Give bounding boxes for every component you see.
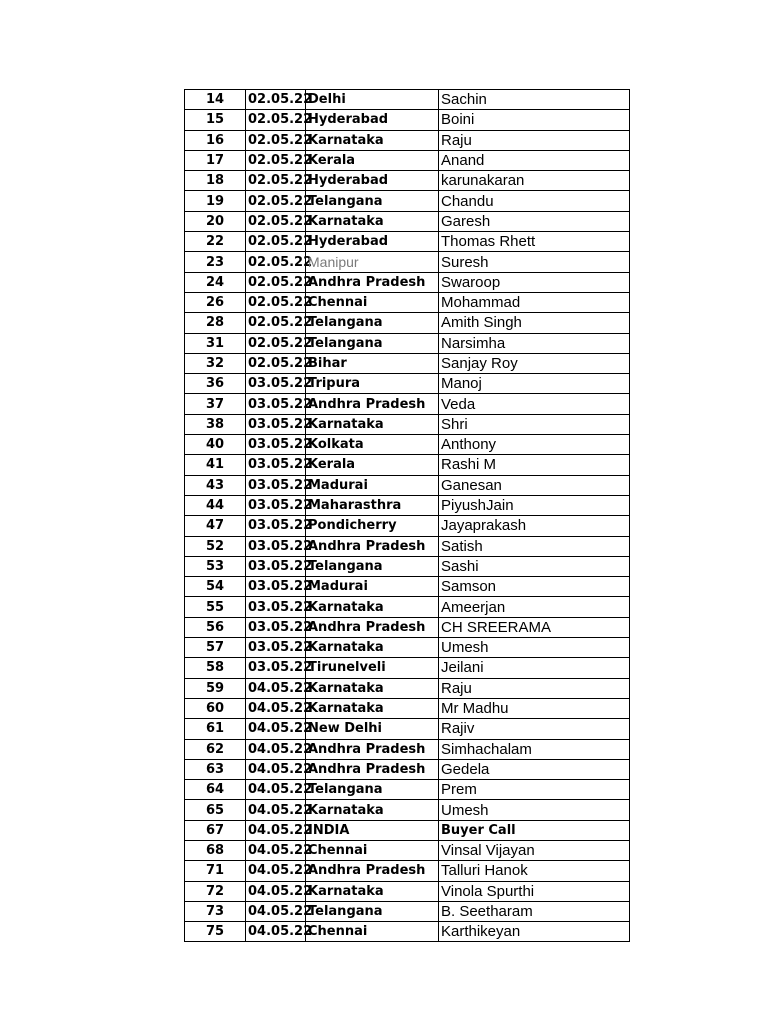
table-row (185, 171, 630, 191)
row-number-cell: 40 (185, 435, 246, 455)
row-number-cell: 15 (185, 110, 246, 130)
name-cell: Ameerjan (439, 597, 630, 617)
date-cell: 02.05.22 (246, 130, 306, 150)
name-cell: Talluri Hanok (439, 861, 630, 881)
table-row (185, 394, 630, 414)
name-cell: Ganesan (439, 475, 630, 495)
date-cell: 02.05.22 (246, 292, 306, 312)
name-cell: Sachin (439, 90, 630, 110)
name-cell: Jayaprakash (439, 516, 630, 536)
name-cell: Raju (439, 678, 630, 698)
name-cell: Narsimha (439, 333, 630, 353)
location-cell: New Delhi (306, 719, 439, 739)
location-cell: Karnataka (306, 698, 439, 718)
table-row (185, 800, 630, 820)
date-cell: 03.05.22 (246, 597, 306, 617)
date-cell: 03.05.22 (246, 414, 306, 434)
location-cell: Chennai (306, 292, 439, 312)
date-cell: 04.05.22 (246, 800, 306, 820)
location-cell: Karnataka (306, 800, 439, 820)
date-cell: 02.05.22 (246, 110, 306, 130)
location-cell: Telangana (306, 556, 439, 576)
row-number-cell: 59 (185, 678, 246, 698)
name-cell: Chandu (439, 191, 630, 211)
row-number-cell: 26 (185, 292, 246, 312)
row-number-cell: 20 (185, 211, 246, 231)
date-cell: 04.05.22 (246, 840, 306, 860)
name-cell: Rashi M (439, 455, 630, 475)
date-cell: 02.05.22 (246, 353, 306, 373)
date-cell: 03.05.22 (246, 435, 306, 455)
date-cell: 02.05.22 (246, 313, 306, 333)
location-cell: Chennai (306, 922, 439, 942)
location-cell: INDIA (306, 820, 439, 840)
table-row (185, 719, 630, 739)
name-cell: karunakaran (439, 171, 630, 191)
row-number-cell: 16 (185, 130, 246, 150)
name-cell: Vinola Spurthi (439, 881, 630, 901)
table-row (185, 759, 630, 779)
row-number-cell: 61 (185, 719, 246, 739)
date-cell: 02.05.22 (246, 232, 306, 252)
table-row (185, 374, 630, 394)
location-cell: Andhra Pradesh (306, 759, 439, 779)
date-cell: 04.05.22 (246, 820, 306, 840)
name-cell: Garesh (439, 211, 630, 231)
table-row (185, 110, 630, 130)
row-number-cell: 24 (185, 272, 246, 292)
row-number-cell: 18 (185, 171, 246, 191)
location-cell: Karnataka (306, 211, 439, 231)
date-cell: 04.05.22 (246, 719, 306, 739)
date-cell: 02.05.22 (246, 272, 306, 292)
table-row (185, 455, 630, 475)
name-cell: Mohammad (439, 292, 630, 312)
date-cell: 04.05.22 (246, 698, 306, 718)
row-number-cell: 41 (185, 455, 246, 475)
row-number-cell: 28 (185, 313, 246, 333)
table-row (185, 861, 630, 881)
date-cell: 04.05.22 (246, 759, 306, 779)
table-row (185, 840, 630, 860)
table-row (185, 272, 630, 292)
location-cell: Bihar (306, 353, 439, 373)
row-number-cell: 23 (185, 252, 246, 272)
row-number-cell: 65 (185, 800, 246, 820)
name-cell: Prem (439, 780, 630, 800)
date-cell: 03.05.22 (246, 455, 306, 475)
name-cell: Simhachalam (439, 739, 630, 759)
row-number-cell: 43 (185, 475, 246, 495)
location-cell: Karnataka (306, 414, 439, 434)
row-number-cell: 63 (185, 759, 246, 779)
row-number-cell: 56 (185, 617, 246, 637)
location-cell: Hyderabad (306, 110, 439, 130)
name-cell: Boini (439, 110, 630, 130)
location-cell: Tirunelveli (306, 658, 439, 678)
location-cell: Telangana (306, 313, 439, 333)
table-row (185, 922, 630, 942)
table-row (185, 698, 630, 718)
name-cell: Vinsal Vijayan (439, 840, 630, 860)
name-cell: Anand (439, 150, 630, 170)
table-row (185, 333, 630, 353)
location-cell: Andhra Pradesh (306, 861, 439, 881)
name-cell: Buyer Call (439, 820, 630, 840)
row-number-cell: 67 (185, 820, 246, 840)
name-cell: Umesh (439, 800, 630, 820)
row-number-cell: 72 (185, 881, 246, 901)
location-cell: Chennai (306, 840, 439, 860)
row-number-cell: 38 (185, 414, 246, 434)
name-cell: Veda (439, 394, 630, 414)
row-number-cell: 22 (185, 232, 246, 252)
date-cell: 04.05.22 (246, 861, 306, 881)
row-number-cell: 55 (185, 597, 246, 617)
row-number-cell: 54 (185, 577, 246, 597)
name-cell: Sashi (439, 556, 630, 576)
location-cell: Karnataka (306, 597, 439, 617)
location-cell: Andhra Pradesh (306, 739, 439, 759)
location-cell: Hyderabad (306, 171, 439, 191)
date-cell: 03.05.22 (246, 475, 306, 495)
row-number-cell: 36 (185, 374, 246, 394)
date-cell: 03.05.22 (246, 516, 306, 536)
date-cell: 04.05.22 (246, 881, 306, 901)
row-number-cell: 68 (185, 840, 246, 860)
table-row (185, 658, 630, 678)
name-cell: Anthony (439, 435, 630, 455)
name-cell: Mr Madhu (439, 698, 630, 718)
table-row (185, 191, 630, 211)
row-number-cell: 44 (185, 495, 246, 515)
name-cell: Rajiv (439, 719, 630, 739)
table-row (185, 475, 630, 495)
location-cell: Madurai (306, 475, 439, 495)
date-cell: 04.05.22 (246, 780, 306, 800)
table-row (185, 556, 630, 576)
table-row (185, 739, 630, 759)
table-row (185, 353, 630, 373)
location-cell: Maharasthra (306, 495, 439, 515)
row-number-cell: 58 (185, 658, 246, 678)
row-number-cell: 31 (185, 333, 246, 353)
date-cell: 02.05.22 (246, 252, 306, 272)
date-cell: 03.05.22 (246, 394, 306, 414)
table-row (185, 495, 630, 515)
location-cell: Manipur (306, 252, 439, 272)
table-row (185, 150, 630, 170)
row-number-cell: 47 (185, 516, 246, 536)
location-cell: Telangana (306, 333, 439, 353)
name-cell: Sanjay Roy (439, 353, 630, 373)
row-number-cell: 62 (185, 739, 246, 759)
date-cell: 02.05.22 (246, 90, 306, 110)
data-table (184, 89, 630, 942)
location-cell: Telangana (306, 780, 439, 800)
table-row (185, 901, 630, 921)
location-cell: Andhra Pradesh (306, 536, 439, 556)
name-cell: Umesh (439, 638, 630, 658)
table-row (185, 232, 630, 252)
table-row (185, 881, 630, 901)
location-cell: Delhi (306, 90, 439, 110)
location-cell: Andhra Pradesh (306, 394, 439, 414)
table-row (185, 617, 630, 637)
row-number-cell: 52 (185, 536, 246, 556)
location-cell: Kerala (306, 455, 439, 475)
date-cell: 02.05.22 (246, 211, 306, 231)
table-row (185, 536, 630, 556)
date-cell: 03.05.22 (246, 658, 306, 678)
date-cell: 04.05.22 (246, 739, 306, 759)
row-number-cell: 19 (185, 191, 246, 211)
row-number-cell: 37 (185, 394, 246, 414)
name-cell: B. Seetharam (439, 901, 630, 921)
table-row (185, 211, 630, 231)
row-number-cell: 53 (185, 556, 246, 576)
date-cell: 02.05.22 (246, 333, 306, 353)
date-cell: 03.05.22 (246, 495, 306, 515)
location-cell: Pondicherry (306, 516, 439, 536)
table-row (185, 313, 630, 333)
name-cell: Swaroop (439, 272, 630, 292)
location-cell: Tripura (306, 374, 439, 394)
name-cell: Samson (439, 577, 630, 597)
row-number-cell: 73 (185, 901, 246, 921)
date-cell: 04.05.22 (246, 678, 306, 698)
table-row (185, 292, 630, 312)
name-cell: Karthikeyan (439, 922, 630, 942)
table-row (185, 130, 630, 150)
table-row (185, 516, 630, 536)
date-cell: 03.05.22 (246, 556, 306, 576)
date-cell: 02.05.22 (246, 171, 306, 191)
row-number-cell: 32 (185, 353, 246, 373)
date-cell: 03.05.22 (246, 617, 306, 637)
date-cell: 03.05.22 (246, 374, 306, 394)
name-cell: Shri (439, 414, 630, 434)
location-cell: Karnataka (306, 638, 439, 658)
name-cell: Satish (439, 536, 630, 556)
name-cell: Jeilani (439, 658, 630, 678)
location-cell: Karnataka (306, 130, 439, 150)
location-cell: Madurai (306, 577, 439, 597)
table-row (185, 678, 630, 698)
row-number-cell: 75 (185, 922, 246, 942)
location-cell: Hyderabad (306, 232, 439, 252)
table-row (185, 414, 630, 434)
name-cell: CH SREERAMA (439, 617, 630, 637)
location-cell: Andhra Pradesh (306, 272, 439, 292)
row-number-cell: 14 (185, 90, 246, 110)
table-body (185, 90, 630, 942)
table-row (185, 638, 630, 658)
row-number-cell: 60 (185, 698, 246, 718)
name-cell: Suresh (439, 252, 630, 272)
location-cell: Kolkata (306, 435, 439, 455)
name-cell: Gedela (439, 759, 630, 779)
date-cell: 02.05.22 (246, 191, 306, 211)
location-cell: Telangana (306, 901, 439, 921)
row-number-cell: 17 (185, 150, 246, 170)
date-cell: 03.05.22 (246, 536, 306, 556)
table-row (185, 90, 630, 110)
row-number-cell: 71 (185, 861, 246, 881)
name-cell: Raju (439, 130, 630, 150)
name-cell: PiyushJain (439, 495, 630, 515)
name-cell: Amith Singh (439, 313, 630, 333)
location-cell: Karnataka (306, 881, 439, 901)
table-row (185, 252, 630, 272)
row-number-cell: 57 (185, 638, 246, 658)
name-cell: Thomas Rhett (439, 232, 630, 252)
name-cell: Manoj (439, 374, 630, 394)
table-row (185, 780, 630, 800)
location-cell: Karnataka (306, 678, 439, 698)
date-cell: 03.05.22 (246, 638, 306, 658)
location-cell: Telangana (306, 191, 439, 211)
date-cell: 04.05.22 (246, 901, 306, 921)
row-number-cell: 64 (185, 780, 246, 800)
location-cell: Kerala (306, 150, 439, 170)
table-row (185, 435, 630, 455)
date-cell: 02.05.22 (246, 150, 306, 170)
table-row (185, 577, 630, 597)
location-cell: Andhra Pradesh (306, 617, 439, 637)
table-row (185, 820, 630, 840)
date-cell: 03.05.22 (246, 577, 306, 597)
date-cell: 04.05.22 (246, 922, 306, 942)
table-row (185, 597, 630, 617)
